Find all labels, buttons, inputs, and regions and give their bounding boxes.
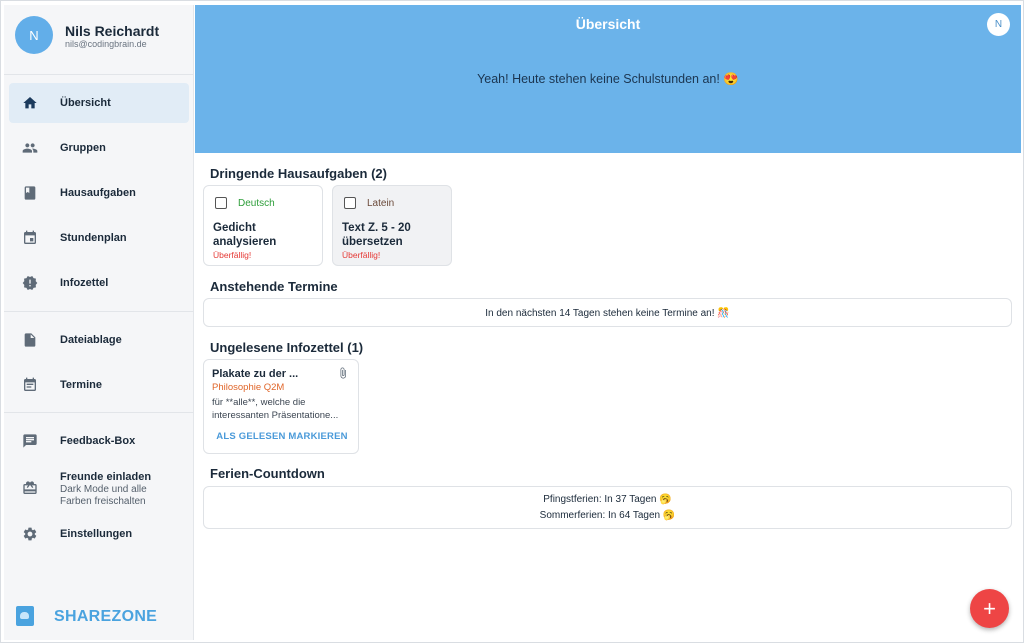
avatar[interactable]: N [15,16,53,54]
sidebar [4,5,194,640]
sidebar-item-label: Termine [60,379,102,391]
sharezone-logo-icon [16,606,34,626]
infosheet-title: Plakate zu der ... [212,368,299,380]
events-empty-message: In den nächsten 14 Tagen stehen keine Termine an! 🎊 [485,308,730,319]
homework-title: Gedicht analysieren [213,222,277,248]
homework-title: Text Z. 5 - 20 übersetzen [342,222,411,248]
card-giftcard-icon [22,480,38,496]
event-note-icon [22,377,38,393]
sidebar-item-infosheets[interactable] [9,263,189,303]
sidebar-item-files[interactable] [9,320,189,360]
calendar-icon [22,230,38,246]
profile-email: nils@codingbrain.de [65,39,147,49]
brand-name: SHAREZONE [54,608,158,625]
homework-card[interactable] [203,185,323,266]
holidays-section-title: Ferien-Countdown [210,466,325,481]
events-section-title: Anstehende Termine [210,279,338,294]
sidebar-item-label: Feedback-Box [60,435,136,447]
events-empty-box [203,298,1012,327]
homework-subject: Latein [367,198,395,209]
avatar[interactable]: N [987,13,1010,36]
sidebar-divider [4,412,194,413]
mark-as-read-button[interactable]: ALS GELESEN MARKIEREN [216,431,348,442]
homework-checkbox[interactable] [215,197,227,209]
sidebar-item-groups[interactable] [9,128,189,168]
infosheet-subject: Philosophie Q2M [212,382,285,393]
brand [4,603,194,633]
holiday-countdown-line: Pfingstferien: In 37 Tagen 🥱 [543,494,672,505]
sidebar-item-settings[interactable] [9,514,189,554]
sidebar-item-label: Infozettel [60,277,109,289]
book-icon [22,185,38,201]
sidebar-item-timetable[interactable] [9,218,189,258]
page-title: Übersicht [575,16,641,32]
sidebar-item-label: Übersicht [60,97,111,109]
profile-header[interactable] [4,5,194,75]
homework-status: Überfällig! [342,250,381,260]
main-content [195,5,1021,640]
homework-section-title: Dringende Hausaufgaben (2) [210,166,387,181]
sidebar-item-label: Gruppen [60,142,106,154]
file-icon [22,332,38,348]
sidebar-item-label: Freunde einladen [60,471,152,483]
holiday-countdown-line: Sommerferien: In 64 Tagen 🥱 [539,510,676,521]
sidebar-item-label: Einstellungen [60,528,133,540]
add-button[interactable]: + [970,589,1009,628]
sidebar-item-events[interactable] [9,365,189,405]
sidebar-item-invite[interactable] [9,465,189,511]
gear-icon [22,526,38,542]
sidebar-item-label: Hausaufgaben [60,187,136,199]
infosheet-card[interactable] [203,359,359,454]
feedback-icon [22,433,38,449]
attachment-icon [337,366,349,380]
home-icon [22,95,38,111]
sidebar-item-homework[interactable] [9,173,189,213]
alert-badge-icon [22,275,38,291]
sidebar-item-label: Stundenplan [60,232,127,244]
homework-card[interactable] [332,185,452,266]
sidebar-divider [4,311,194,312]
infosheets-section-title: Ungelesene Infozettel (1) [210,340,364,355]
homework-subject: Deutsch [238,198,275,209]
sidebar-item-sublabel: Dark Mode und alle Farben freischalten [60,484,147,507]
homework-status: Überfällig! [213,250,252,260]
holidays-box [203,486,1012,529]
infosheet-preview: für **alle**, welche die interessanten Präsentatione... [212,397,339,421]
profile-name: Nils Reichardt [65,23,160,39]
sidebar-item-feedback[interactable] [9,421,189,461]
sidebar-item-label: Dateiablage [60,334,122,346]
homework-checkbox[interactable] [344,197,356,209]
header-banner [195,5,1021,153]
people-icon [22,140,38,156]
sidebar-item-overview[interactable] [9,83,189,123]
timetable-message: Yeah! Heute stehen keine Schulstunden an! 😍 [477,72,739,86]
